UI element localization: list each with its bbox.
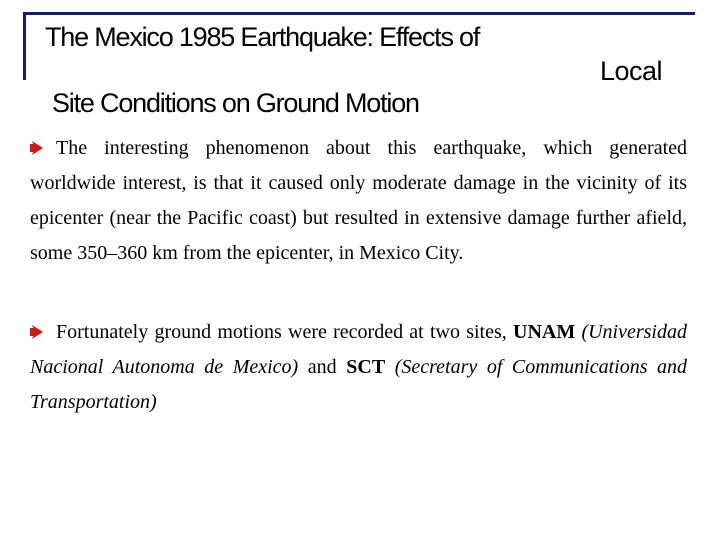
red-arrow-bullet-icon	[30, 140, 44, 156]
red-arrow-bullet-icon	[30, 324, 44, 340]
site-1-full-name: (Universidad Nacional Autonoma de Mexico)	[30, 321, 687, 378]
bullet-2-connector: and	[307, 356, 337, 378]
bullet-paragraph-1	[30, 131, 687, 271]
site-1-abbreviation: UNAM	[513, 321, 576, 343]
slide-title-line-1: The Mexico 1985 Earthquake: Effects of	[45, 22, 480, 52]
bullet-2-intro: Fortunately ground motions were recorded at two sites,	[56, 321, 507, 343]
slide-title-line-3: Site Conditions on Ground Motion	[52, 88, 419, 118]
slide-title-line-2: Local	[600, 56, 663, 86]
site-2-abbreviation: SCT	[346, 356, 386, 378]
bullet-paragraph-2	[30, 315, 687, 420]
title-frame-top	[23, 12, 695, 15]
title-frame-left	[23, 12, 26, 80]
bullet-1-text: The interesting phenomenon about this earthquake, which generated worldwide interest, is that it caused only moderate damage in the vicinity of its epicenter (near the Pacific coast) but resulted in extensive damage further afield, some 350–360 km from the epicenter, in Mexico City.	[30, 137, 687, 264]
site-2-full-name: (Secretary of Communications and Transportation)	[30, 356, 688, 413]
